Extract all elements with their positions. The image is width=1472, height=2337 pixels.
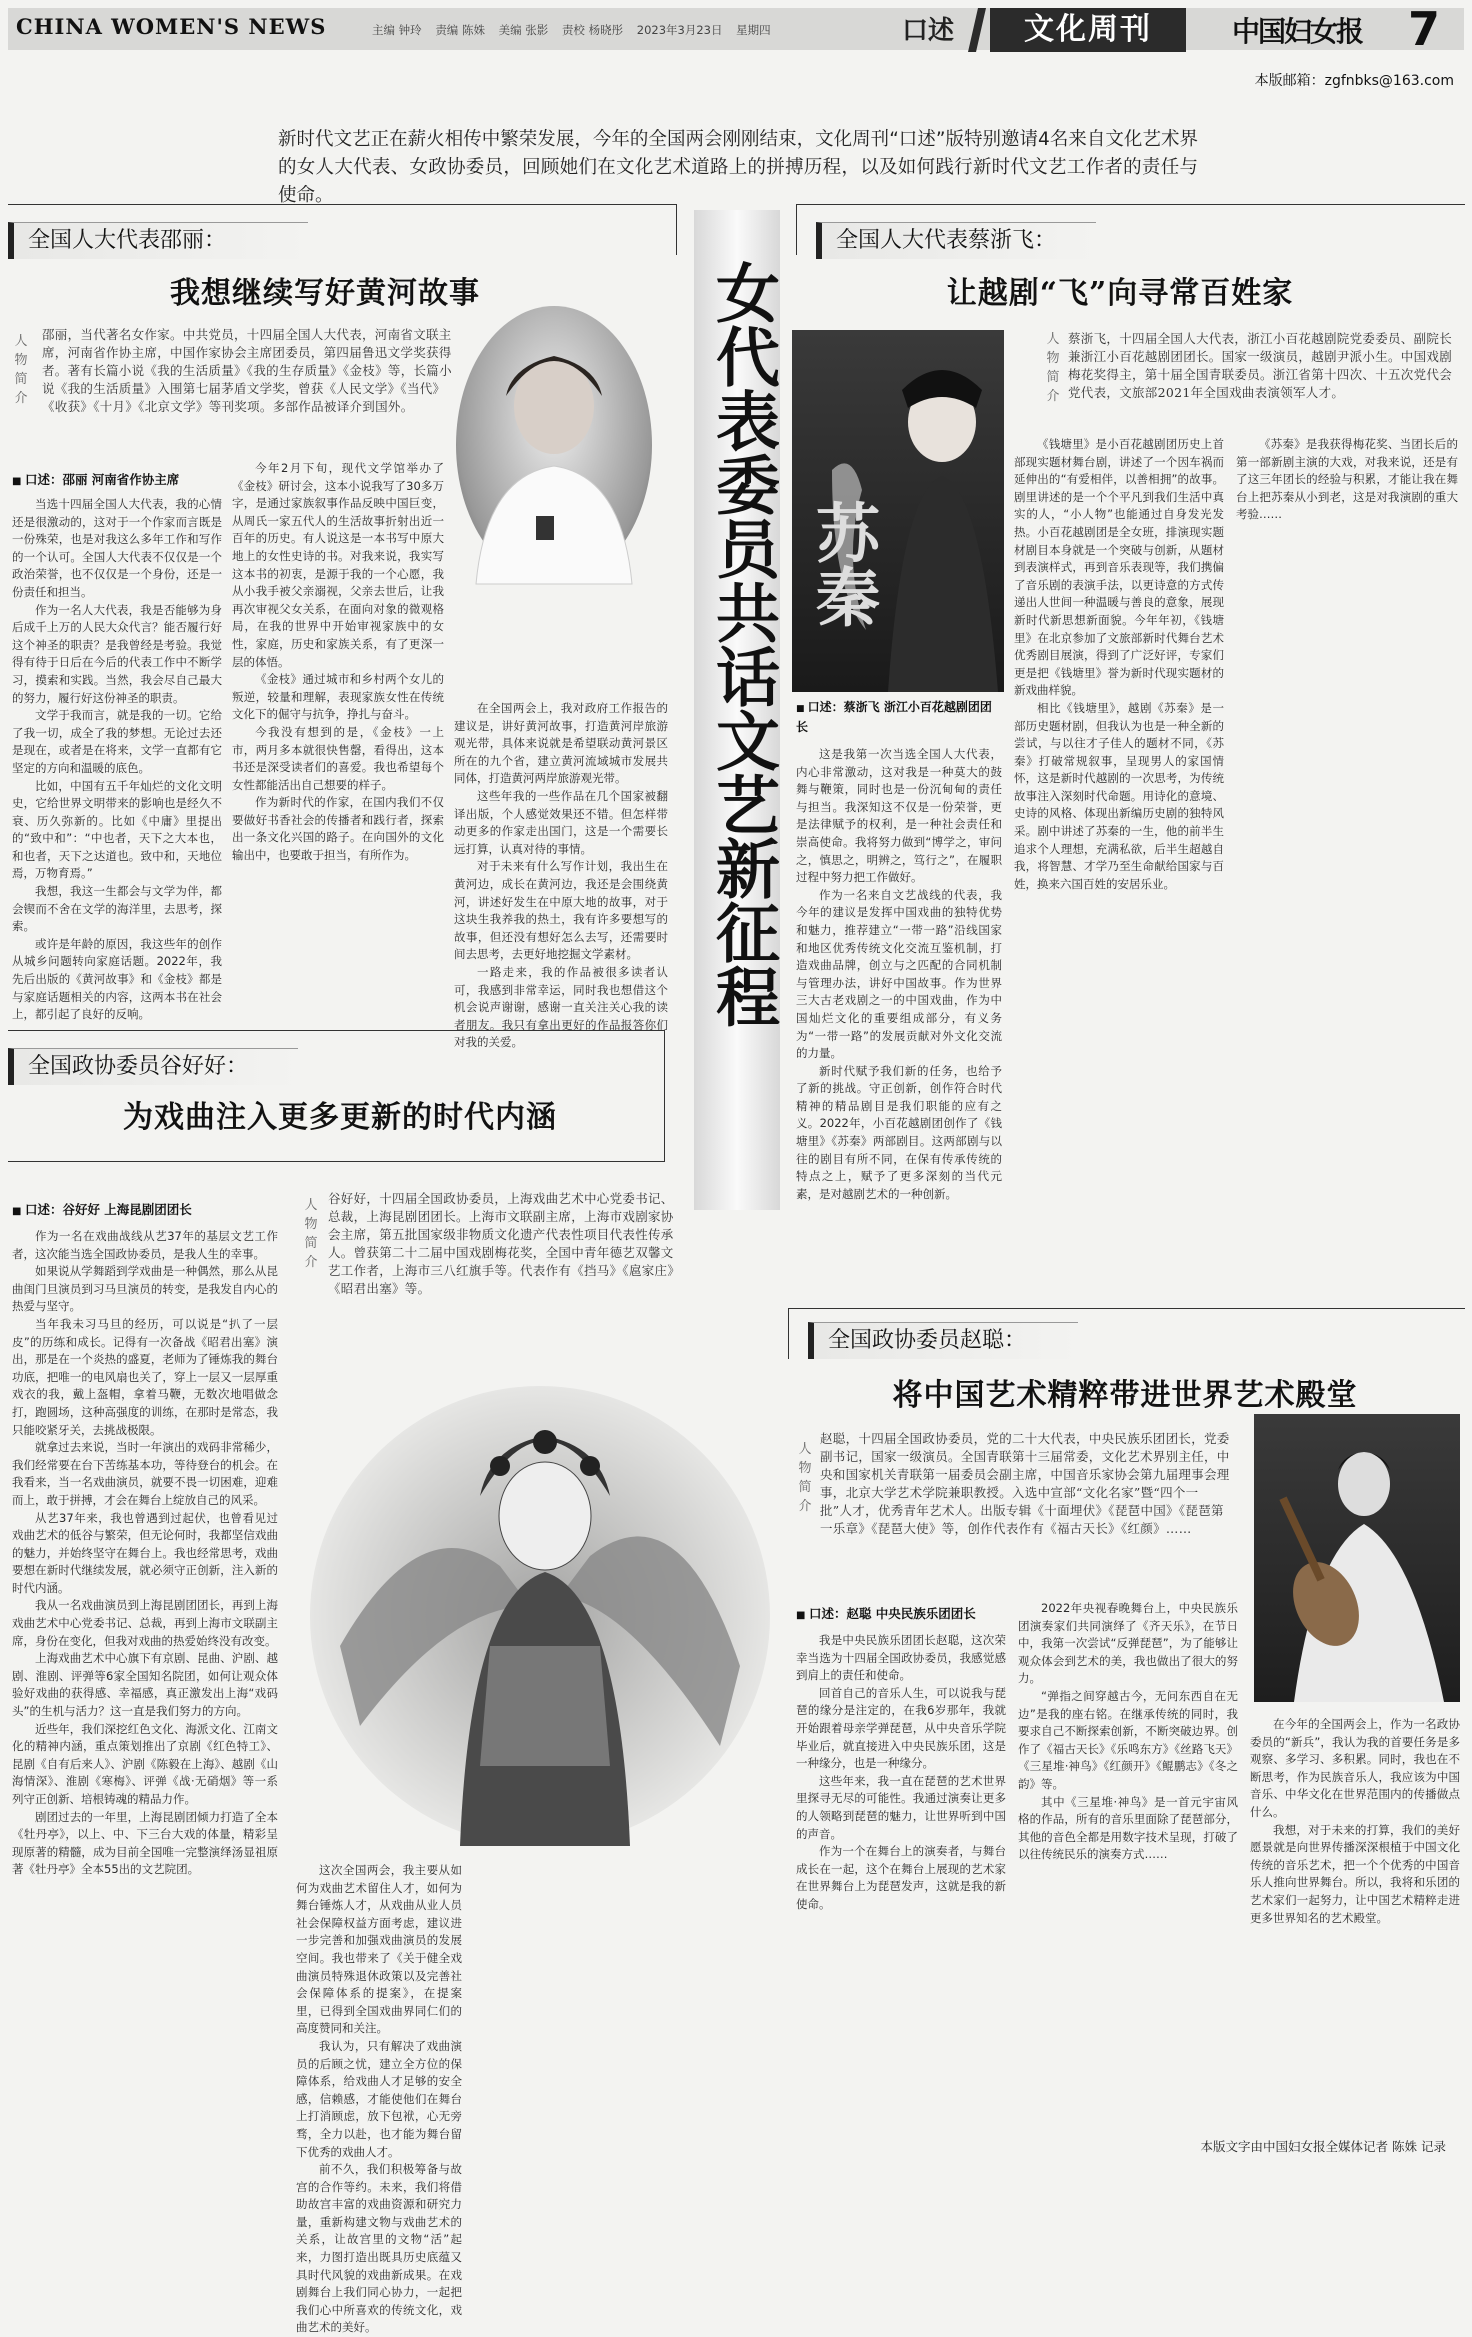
body-paragraph: 作为一名人大代表，我是否能够为身后成千上万的人民大众代言？能否履行好这个神圣的职责？是我曾经是考验。我觉得有待于日后在今后的代表工作中不断学习，摸索和实践。当然，我会尽自己最大的努力，履行好这份神圣的职责。 bbox=[12, 602, 222, 705]
editor-credit: 主编 钟玲 bbox=[372, 23, 422, 37]
article-body-col bbox=[12, 1228, 278, 2128]
footer-credit: 本版文字由中国妇女报全媒体记者 陈姝 记录 bbox=[1200, 2139, 1446, 2154]
pipa-player-icon bbox=[1254, 1414, 1460, 1702]
portrait-figure-icon bbox=[456, 306, 652, 584]
body-paragraph: 这些年来，我一直在琵琶的艺术世界里探寻无尽的可能性。我通过演奏让更多的人领略到琵琶的魅力，让世界听到中国的声音。 bbox=[796, 1773, 1006, 1841]
body-paragraph: 当年我未习马旦的经历，可以说是“扒了一层皮”的历练和成长。记得有一次备战《昭君出塞》演出，那是在一个炎热的盛夏，老师为了锤炼我的舞台功底，把唯一的电风扇也关了，穿上一层又一层厚重戏衣的我，戴上盔帽，拿着马鞭，无数次地唱做念打，跑圆场，这种高强度的训练，在那时是常态，我只能咬紧牙关，去挑战极限。 bbox=[12, 1316, 278, 1437]
photo-title-text: 苏秦 bbox=[805, 500, 880, 628]
issue-date: 2023年3月23日 bbox=[636, 23, 723, 37]
body-paragraph: 我想，对于未来的打算，我们的美好愿景就是向世界传播深深根植于中国文化传统的音乐艺术，把一个个优秀的中国音乐人推向世界舞台。所以，我将和乐团的艺术家们一起努力，让中国艺术精粹走进更多世界知名的艺术殿堂。 bbox=[1250, 1822, 1460, 1925]
article-byline: ■ 口述：邵丽 河南省作协主席 bbox=[12, 470, 179, 488]
newspaper-name-en: CHINA WOMEN'S NEWS bbox=[16, 14, 327, 39]
article-body-col bbox=[1014, 436, 1224, 1298]
body-paragraph: 或许是年龄的原因，我这些年的创作从城乡问题转向家庭话题。2022年，我先后出版的《黄河故事》和《金枝》都是与家庭话题相关的内容，这两本书在社会上，都引起了良好的反响。 bbox=[12, 936, 222, 1022]
body-paragraph: 在今年的全国两会上，作为一名政协委员的“新兵”，我认为我的首要任务是多观察、多学习、多积累。同时，我也在不断思考，作为民族音乐人，我应该为中国音乐、中华文化在世界范围内的传播做点什么。 bbox=[1250, 1717, 1460, 1819]
body-paragraph: 这次全国两会，我主要从如何为戏曲艺术留住人才，如何为舞台锤炼人才，从戏曲从业人员社会保障权益方面考虑，建议进一步完善和加强戏曲演员的发展空间。我也带来了《关于健全戏曲演员特殊退休政策以及完善社会保障体系的提案》，在提案里，已得到全国戏曲界同仁们的高度赞同和关注。 bbox=[296, 1863, 462, 2036]
body-paragraph: 《苏秦》是我获得梅花奖、当团长后的第一部新剧主演的大戏，对我来说，还是有了这三年团长的经验与积累，才能让我在舞台上把苏秦从小到老，这是对我演剧的重大考验…… bbox=[1236, 437, 1458, 522]
article-body-col bbox=[12, 496, 222, 1022]
opera-photo bbox=[300, 1346, 780, 1846]
article-body-col bbox=[454, 700, 668, 1050]
body-paragraph: 前不久，我们积极筹备与故宫的合作等约。未来，我们将借助故宫丰富的戏曲资源和研究力量，重新构建文物与戏曲艺术的关系，让故宫里的文物“活”起来，力图打造出既具历史底蕴又具时代风貌的戏曲新成果。在戏剧舞台上我们同心协力，一起把我们心中所喜欢的传统文化，戏曲艺术的美好。 bbox=[296, 2162, 462, 2335]
article-headline: 将中国艺术精粹带进世界艺术殿堂 bbox=[892, 1378, 1358, 1413]
body-paragraph: 一路走来，我的作品被很多读者认可，我感到非常幸运，同时我也想借这个机会说声谢谢，感谢一直关注关心我的读者朋友。我只有拿出更好的作品报答你们对我的关爱。 bbox=[454, 964, 668, 1050]
body-paragraph: 我想，我这一生都会与文学为伴，都会锲而不舍在文学的海洋里，去思考，探索。 bbox=[12, 884, 222, 934]
article-kicker: 全国人大代表蔡浙飞： bbox=[816, 222, 1096, 259]
bio-tag: 人物简介 bbox=[798, 1442, 812, 1514]
body-paragraph: 我从一名戏曲演员到上海昆剧团团长，再到上海戏曲艺术中心党委书记、总裁，再到上海市文联副主席，身份在变化，但我对戏曲的热爱始终没有改变。 bbox=[12, 1598, 278, 1648]
masthead-meta bbox=[372, 22, 781, 38]
body-paragraph: 新时代赋予我们新的任务，也给予了新的挑战。守正创新，创作符合时代精神的精品剧目是我们职能的应有之义。2022年，小百花越剧团创作了《钱塘里》《苏秦》两部剧目。这两部剧与以往的剧目有所不同，在保有传承传统的特点之上，赋予了更多深刻的当代元素，是对越剧艺术的一种创新。 bbox=[796, 1063, 1002, 1201]
body-paragraph: 这些年我的一些作品在几个国家被翻译出版，个人感觉效果还不错。但怎样带动更多的作家走出国门，这是一个需要长远打算，认真对待的事情。 bbox=[454, 788, 668, 856]
body-paragraph: 今我没有想到的是，《金枝》一上市，两月多本就很快售罄，看得出，这本书还是深受读者们的喜爱。我也希望每个女性都能活出自己想要的样子。 bbox=[232, 724, 444, 792]
editor-credit: 美编 张影 bbox=[498, 23, 549, 37]
editor-credit: 责校 杨晓彤 bbox=[561, 23, 624, 37]
body-paragraph: 回首自己的音乐人生，可以说我与琵琶的缘分是注定的，在我6岁那年，我就开始跟着母亲学弹琵琶，从中央音乐学院毕业后，就直接进入中央民族乐团，这是一种缘分，也是一种缘分。 bbox=[796, 1685, 1006, 1771]
author-bio: 邵丽，当代著名女作家。中共党员，十四届全国人大代表，河南省文联主席，河南省作协主席，中国作家协会主席团委员，第四届鲁迅文学奖获得者。著有长篇小说《我的生活质量》《我的生存质量》《金枝》等，长篇小说《我的生活质量》入围第七届茅盾文学奖，曾获《人民文学》《当代》《收获》《十月》《北京文学》等刊奖项。多部作品被译介到国外。 bbox=[42, 327, 452, 414]
article-byline: ■ 口述：谷好好 上海昆剧团团长 bbox=[12, 1200, 192, 1218]
intro-paragraph: 新时代文艺正在薪火相传中繁荣发展，今年的全国两会刚刚结束，文化周刊“口述”版特别邀请4名来自文化艺术界的女人大代表、女政协委员，回顾她们在文化艺术道路上的拼搏历程，以及如何践行新时代文艺工作者的责任与使命。 bbox=[278, 129, 1198, 206]
body-paragraph: 剧团过去的一年里，上海昆剧团倾力打造了全本《牡丹亭》，以上、中、下三台大戏的体量，精彩呈现原著的精髓，成为目前全国唯一完整演绎汤显祖原著《牡丹亭》全本55出的文艺院团。 bbox=[12, 1809, 278, 1877]
body-paragraph: 对于未来有什么写作计划，我出生在黄河边，成长在黄河边，我还是会围绕黄河，讲述好发生在中原大地的故事，对于这块生我养我的热土，我有许多要想写的故事，但还没有想好怎么去写，还需要时间去思考，去更好地挖掘文学素材。 bbox=[454, 859, 668, 962]
pipa-player-photo bbox=[1254, 1414, 1460, 1702]
body-paragraph: 《钱塘里》是小百花越剧团历史上首部现实题材舞台剧，讲述了一个因车祸而延伸出的“有爱相伴，以善相拥”的故事。剧里讲述的是一个个平凡到我们生活中真实的人，“小人物”也能通过自身发光发热。小百花越剧团是全女班，排演现实题材剧目本身就是一个突破与创新，从题材到表演样式，再到音乐表现等，我们携偏了音乐剧的表演手法，以更诗意的方式传递出人世间一种温暖与善良的意象，展现新时代新思想新面貌。今年年初，《钱塘里》在北京参加了文旅部新时代舞台艺术优秀剧目展演，得到了广泛好评，专家们更是把《钱塘里》誉为新时代现实题材的新戏曲样貌。 bbox=[1014, 437, 1224, 698]
body-paragraph: 今年2月下旬，现代文学馆举办了《金枝》研讨会，这本小说我写了30多万字，是通过家族叙事作品反映中国巨变，从周氏一家五代人的生活故事折射出近一百年的历史。有人说这是一本书写中原大地上的女性史诗的书。对我来说，我实写这本书的初衷，是源于我的一个心愿，我从小我手被父亲溺视，父亲去世后，让我再次审视父女关系，在面向对象的微观格局，在我的世界中开始审视家族中的女性，家庭，历史和家族关系，有了更深一层的体悟。 bbox=[232, 461, 444, 669]
body-paragraph: 相比《钱塘里》，越剧《苏秦》是一部历史题材剧，但我认为也是一种全新的尝试，与以往才子佳人的题材不同，《苏秦》打破常规叙事，呈现男人的家国情怀，这是新时代越剧的一次思考，为传统故事注入深刻时代命题。用诗化的意境、史诗的风格、体现出新编历史剧的独特风采。剧中讲述了苏秦的一生，他的前半生追求个人理想，充满私欲，后半生超越自我，将智慧、才学乃至生命献给国家与百姓，换来六国百姓的安居乐业。 bbox=[1014, 700, 1224, 891]
body-paragraph: 就拿过去来说，当时一年演出的戏码非常稀少，我们经常要在台下苦练基本功，等待登台的机会。在我看来，当一名戏曲演员，就要不畏一切困难，迎难而上，敢于拼搏，才会在舞台上绽放自己的风采。 bbox=[12, 1440, 278, 1507]
body-paragraph: 我认为，只有解决了戏曲演员的后顾之忧，建立全方位的保障体系，给戏曲人才足够的安全感，信赖感，才能使他们在舞台上打消顾虑，放下包袱，心无旁骛，全力以赴，也才能为舞台留下优秀的戏曲人才。 bbox=[296, 2038, 462, 2159]
article-body-col bbox=[232, 460, 444, 1018]
body-paragraph: 作为新时代的作家，在国内我们不仅要做好书香社会的传播者和践行者，探索出一条文化兴国的路子。在向国外的文化输出中，也要敢于担当，有所作为。 bbox=[232, 795, 444, 863]
body-paragraph: 我是中央民族乐团团长赵聪，这次荣幸当选为十四届全国政协委员，我感觉感到肩上的责任和使命。 bbox=[796, 1633, 1006, 1683]
issue-weekday: 星期四 bbox=[736, 23, 771, 37]
article-body-col bbox=[796, 1632, 1006, 2136]
article-body-col bbox=[1236, 436, 1458, 1298]
article-body-col bbox=[1250, 1716, 1460, 2136]
body-paragraph: 作为一个在舞台上的演奏者，与舞台成长在一起，这个在舞台上展现的艺术家在世界舞台上为琵琶发声，这就是我的新使命。 bbox=[796, 1844, 1006, 1911]
body-paragraph: 其中《三星堆·神鸟》是一首元宇宙风格的作品，所有的音乐里面除了琵琶部分，其他的音色全都是用数字技术呈现，打破了以往传统民乐的演奏方式…… bbox=[1018, 1794, 1238, 1862]
body-paragraph: 上海戏曲艺术中心旗下有京剧、昆曲、沪剧、越剧、淮剧、评弹等6家全国知名院团，如何让观众体验好戏曲的获得感、幸福感，真正激发出上海“戏码头”的生机与活力？这一直是我们努力的方向。 bbox=[12, 1651, 278, 1719]
body-paragraph: 2022年央视春晚舞台上，中央民族乐团演奏家们共同演绎了《齐天乐》，在节日中，我第一次尝试“反弹琵琶”，为了能够让观众体会到艺术的美，我也做出了很大的努力。 bbox=[1018, 1601, 1238, 1686]
article-body-col bbox=[296, 1862, 462, 2335]
body-paragraph: 文学于我而言，就是我的一切。它给了我一切，成全了我的梦想。无论过去还是现在，或者是在将来，文学一直都有它坚定的方向和温暖的底色。 bbox=[12, 708, 222, 775]
body-paragraph: 这是我第一次当选全国人大代表，内心非常激动，这对我是一种莫大的鼓舞与鞭策，同时也是一份沉甸甸的责任与担当。我深知这不仅是一份荣誉，更是法律赋予的权利，是一种社会责任和崇高使命。我将努力做到“博学之，审问之，慎思之，明辨之，笃行之”，在履职过程中努力把工作做好。 bbox=[796, 747, 1002, 885]
bio-tag: 人物简介 bbox=[304, 1198, 318, 1270]
body-paragraph: 近些年，我们深挖红色文化、海派文化、江南文化的精神内涵，重点策划推出了京剧《红色特工》、昆剧《自有后来人》、沪剧《陈毅在上海》、越剧《山海情深》、淮剧《寒梅》、评弹《战·无硝烟》等一系列守正创新、培根铸魂的精品力作。 bbox=[12, 1721, 278, 1806]
body-paragraph: 《金枝》通过城市和乡村两个女儿的叛逆，较量和理解，表现家族女性在传统文化下的倔守与抗争，挣扎与奋斗。 bbox=[232, 672, 444, 722]
newspaper-logo: 中国妇女报 bbox=[1232, 15, 1363, 48]
article-body-col bbox=[1018, 1600, 1238, 2136]
article-headline: 我想继续写好黄河故事 bbox=[170, 276, 480, 311]
vertical-title: 女代表委员共话文艺新征程 bbox=[705, 260, 780, 1028]
body-paragraph: 从艺37年来，我也曾遇到过起伏，也曾看见过戏曲艺术的低谷与繁荣，但无论何时，我都坚信戏曲的魅力，并始终坚守在舞台上。我也经常思考，戏曲要想在新时代继续发展，就必须守正创新，注入新的时代内涵。 bbox=[12, 1510, 278, 1595]
slash-divider-icon bbox=[968, 8, 986, 52]
body-paragraph: 如果说从学舞蹈到学戏曲是一种偶然，那么从昆曲闺门旦演员到习马旦演员的转变，是我发自内心的热爱与坚守。 bbox=[12, 1264, 278, 1314]
section-email: 本版邮箱：zgfnbks@163.com bbox=[1254, 73, 1454, 89]
bio-tag: 人物简介 bbox=[1046, 332, 1060, 404]
body-paragraph: 当选十四届全国人大代表，我的心情还是很激动的，这对于一个作家而言既是一份殊荣，也是对我这么多年工作和写作的一个认可。全国人大代表不仅仅是一个政治荣誉，也不仅仅是一个身份，还是一份责任和担当。 bbox=[12, 497, 222, 599]
body-paragraph: “弹指之间穿越古今，无问东西自在无边”是我的座右铭。在继承传统的同时，我要求自己不断探索创新，不断突破边界。创作了《福古天长》《乐鸣东方》《丝路飞天》《三星堆·神鸟》《红颜开》《鲲鹏志》《冬之韵》等。 bbox=[1018, 1688, 1238, 1791]
author-bio: 赵聪，十四届全国政协委员，党的二十大代表，中央民族乐团团长，党委副书记，国家一级演员。全国青联第十三届常委，文化艺术界别主任，中央和国家机关青联第一届委员会副主席，中国音乐家协会第九届理事会理事，北京大学艺术学院兼职教授。入选中宣部“文化名家”暨“四个一批”人才，优秀青年艺术人。出版专辑《十面埋伏》《琵琶中国》《琵琶第一乐章》《琵琶大使》等，创作代表作有《福古天长》《红颜》…… bbox=[820, 1431, 1230, 1536]
article-headline: 为戏曲注入更多更新的时代内涵 bbox=[123, 1100, 557, 1135]
opera-warrior-icon bbox=[300, 1346, 780, 1846]
article-body-col bbox=[796, 746, 1002, 1298]
section-name: 文化周刊 bbox=[990, 8, 1186, 52]
article-kicker: 全国人大代表邵丽： bbox=[8, 222, 308, 259]
bio-tag: 人物简介 bbox=[14, 334, 28, 406]
page-number: 7 bbox=[1407, 2, 1440, 56]
author-bio: 谷好好，十四届全国政协委员，上海戏曲艺术中心党委书记、总裁，上海昆剧团团长。上海市文联副主席，上海市戏剧家协会主席，第五批国家级非物质文化遗产代表性项目代表性传承人。曾获第二十二届中国戏剧梅花奖，全国中青年德艺双馨文艺工作者，上海市三八红旗手等。代表作有《挡马》《扈家庄》《昭君出塞》等。 bbox=[328, 1191, 681, 1296]
article-kicker: 全国政协委员谷好好： bbox=[8, 1048, 298, 1085]
author-bio: 蔡浙飞，十四届全国人大代表，浙江小百花越剧院党委委员、副院长兼浙江小百花越剧团团长。国家一级演员，越剧尹派小生。中国戏剧梅花奖得主，第十届全国青联委员。浙江省第十四次、十五次党代会党代表，文旅部2021年全国戏曲表演领军人才。 bbox=[1068, 331, 1453, 400]
body-paragraph: 比如，中国有五千年灿烂的文化文明史，它给世界文明带来的影响也是经久不衰、历久弥新的。比如《中庸》里提出的“致中和”：“中也者，天下之大本也，和也者，天下之达道也。致中和，天地位焉，万物育焉。” bbox=[12, 778, 222, 881]
editor-credit: 责编 陈姝 bbox=[435, 23, 485, 37]
vertical-title-banner bbox=[694, 210, 780, 1210]
column-name: 口述 bbox=[902, 16, 955, 46]
article-kicker: 全国政协委员赵聪： bbox=[808, 1322, 1078, 1359]
body-paragraph: 在全国两会上，我对政府工作报告的建议是，讲好黄河故事，打造黄河岸旅游观光带，具体来说就是希望联动黄河景区所在的九个省，建立黄河流域城市发展共同体，打造黄河两岸旅游观光带。 bbox=[454, 701, 668, 786]
photo-caption: ■ 口述：蔡浙飞 浙江小百花越剧团团长 bbox=[796, 698, 996, 736]
article-byline: ■ 口述：赵聪 中央民族乐团团长 bbox=[796, 1604, 976, 1622]
article-headline: 让越剧“飞”向寻常百姓家 bbox=[946, 276, 1294, 311]
portrait-photo bbox=[456, 306, 652, 584]
stage-photo bbox=[792, 330, 1004, 692]
body-paragraph: 作为一名来自文艺战线的代表，我今年的建议是发挥中国戏曲的独特优势和魅力，推荐建立“一带一路”沿线国家和地区优秀传统文化交流互鉴机制，打造戏曲品牌，创立与之匹配的合同机制与管理办法，讲好中国故事。作为世界三大古老戏剧之一的中国戏曲，作为中国灿烂文化的重要组成部分，有义务为“一带一路”的发展贡献对外文化交流的力量。 bbox=[796, 887, 1002, 1061]
body-paragraph: 作为一名在戏曲战线从艺37年的基层文艺工作者，这次能当选全国政协委员，是我人生的幸事。 bbox=[12, 1229, 278, 1261]
